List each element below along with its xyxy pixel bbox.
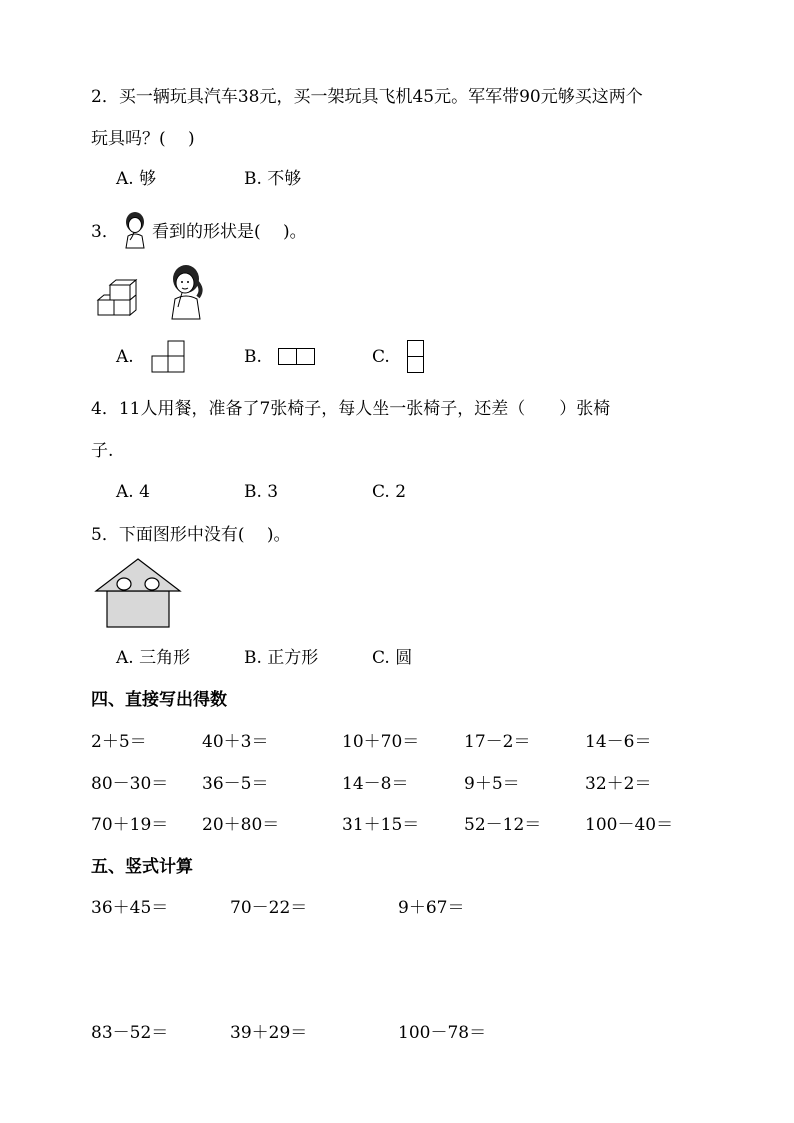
vertical-calc-item: 39＋29＝: [230, 1023, 308, 1043]
vertical-calc-item: 83－52＝: [91, 1023, 169, 1043]
q3-option-c-shape: [407, 340, 425, 374]
q2-option-b[interactable]: B. 不够: [244, 169, 302, 189]
calc-item: 17－2＝: [464, 732, 531, 752]
girl-icon: [120, 210, 150, 250]
q2-line1: 2．买一辆玩具汽车38元，买一架玩具飞机45元。军军带90元够买这两个: [91, 87, 643, 107]
calc-item: 14－6＝: [585, 732, 652, 752]
q5-option-a[interactable]: A. 三角形: [116, 648, 191, 668]
q2-line2: 玩具吗？( ): [91, 129, 195, 149]
vertical-calc-item: 100－78＝: [398, 1023, 487, 1043]
q3-number: 3．: [91, 222, 119, 242]
q5-option-b[interactable]: B. 正方形: [244, 648, 319, 668]
vertical-calc-item: 70－22＝: [230, 898, 308, 918]
q3-stem: 看到的形状是( )。: [152, 222, 307, 242]
calc-item: 36－5＝: [202, 774, 269, 794]
calc-item: 70＋19＝: [91, 815, 169, 835]
calc-item: 10＋70＝: [342, 732, 420, 752]
section-5-title: 五、竖式计算: [91, 857, 193, 877]
cube-stack-figure: [96, 280, 138, 316]
calc-item: 31＋15＝: [342, 815, 420, 835]
q4-option-c[interactable]: C. 2: [372, 482, 407, 502]
calc-item: 20＋80＝: [202, 815, 280, 835]
q3-option-b-shape: [278, 348, 316, 366]
q5-option-c[interactable]: C. 圆: [372, 648, 413, 668]
q2-option-a[interactable]: A. 够: [116, 169, 157, 189]
q5-stem: 5．下面图形中没有( )。: [91, 525, 291, 545]
calc-item: 9＋5＝: [464, 774, 520, 794]
q3-option-c[interactable]: C.: [372, 347, 390, 367]
calc-item: 100－40＝: [585, 815, 674, 835]
calc-item: 40＋3＝: [202, 732, 269, 752]
q4-line1: 4．11人用餐，准备了7张椅子，每人坐一张椅子，还差（ ）张椅: [91, 399, 611, 419]
calc-item: 32＋2＝: [585, 774, 652, 794]
q4-option-a[interactable]: A. 4: [116, 482, 150, 502]
vertical-calc-item: 9＋67＝: [398, 898, 465, 918]
section-4-title: 四、直接写出得数: [91, 690, 227, 710]
calc-item: 80－30＝: [91, 774, 169, 794]
q4-line2: 子.: [91, 441, 114, 461]
q3-option-b[interactable]: B.: [244, 347, 262, 367]
calc-item: 14－8＝: [342, 774, 409, 794]
q3-option-a[interactable]: A.: [116, 347, 134, 367]
q4-option-b[interactable]: B. 3: [244, 482, 279, 502]
vertical-calc-item: 36＋45＝: [91, 898, 169, 918]
calc-item: 2＋5＝: [91, 732, 147, 752]
girl-observer-image: [166, 263, 206, 321]
calc-item: 52－12＝: [464, 815, 542, 835]
q3-option-a-shape: [152, 340, 186, 374]
house-figure: [94, 557, 182, 629]
